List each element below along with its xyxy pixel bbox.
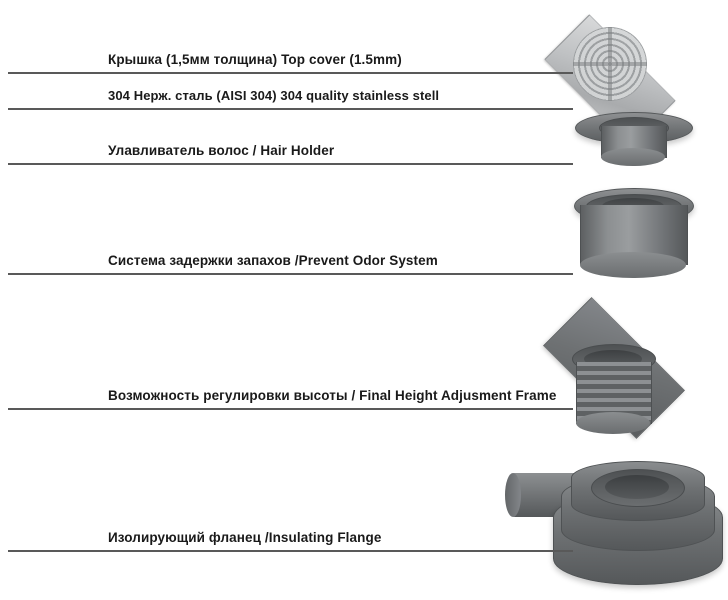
part-insulating-flange [505, 455, 720, 590]
part-height-frame [540, 300, 720, 450]
odor-cup-base [580, 252, 686, 278]
part-hair-holder [575, 112, 695, 174]
callout-label: Крышка (1,5мм толщина) Top cover (1.5mm) [108, 52, 402, 67]
part-odor-system [572, 188, 702, 288]
callout-label: Улавливатель волос / Hair Holder [108, 143, 335, 158]
callout-rule [8, 72, 573, 74]
hair-holder-base [601, 148, 665, 166]
callout-rule [8, 408, 573, 410]
height-frame-bottom [576, 412, 650, 434]
callout-label: 304 Нерж. сталь (AISI 304) 304 quality stainless stell [108, 88, 440, 103]
flange-outlet-end [505, 473, 521, 517]
part-top-cover [525, 27, 695, 107]
callout-label: Система задержки запахов /Prevent Odor System [108, 253, 438, 268]
callout-rule [8, 108, 573, 110]
cover-slots [573, 27, 647, 101]
callout-label: Изолирующий фланец /Insulating Flange [108, 530, 382, 545]
callout-rule [8, 273, 573, 275]
callout-rule [8, 163, 573, 165]
flange-inner-hole [605, 475, 669, 499]
callout-rule [8, 550, 573, 552]
callout-label: Возможность регулировки высоты / Final Height Adjusment Frame [108, 388, 557, 403]
